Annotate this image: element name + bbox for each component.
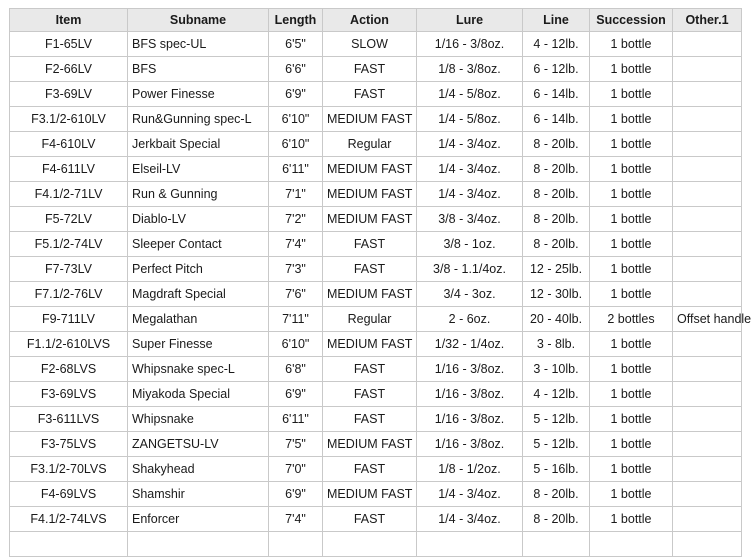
cell-length[interactable]: 6'9" [269,482,323,507]
cell-action[interactable]: FAST [323,57,417,82]
cell-action[interactable]: MEDIUM FAST [323,207,417,232]
cell-length[interactable]: 7'4" [269,232,323,257]
cell-item[interactable]: F1-65LV [10,32,128,57]
cell-length[interactable]: 7'5" [269,432,323,457]
cell-action[interactable]: FAST [323,357,417,382]
cell-item[interactable]: F4.1/2-71LV [10,182,128,207]
cell-length[interactable]: 6'10" [269,132,323,157]
header-other[interactable]: Other.1 [673,9,742,32]
cell-subname[interactable]: BFS [128,57,269,82]
cell-other[interactable] [673,457,742,482]
cell-item[interactable]: F4-610LV [10,132,128,157]
cell-length[interactable]: 6'10" [269,107,323,132]
table-row [10,532,742,557]
cell-other[interactable] [673,532,742,557]
cell-subname[interactable]: Sleeper Contact [128,232,269,257]
cell-line[interactable]: 8 - 20lb. [523,207,590,232]
cell-other[interactable] [673,207,742,232]
table-row [10,32,742,57]
cell-action[interactable]: MEDIUM FAST [323,482,417,507]
cell-lure[interactable]: 3/8 - 3/4oz. [417,207,523,232]
cell-subname[interactable]: Magdraft Special [128,282,269,307]
cell-length[interactable]: 7'0" [269,457,323,482]
cell-lure[interactable]: 1/4 - 3/4oz. [417,182,523,207]
cell-succession[interactable]: 1 bottle [590,407,673,432]
cell-lure[interactable]: 1/16 - 3/8oz. [417,432,523,457]
cell-action[interactable]: MEDIUM FAST [323,332,417,357]
cell-line[interactable]: 3 - 8lb. [523,332,590,357]
cell-length[interactable]: 6'11" [269,157,323,182]
cell-item[interactable]: F9-711LV [10,307,128,332]
cell-subname[interactable]: Shamshir [128,482,269,507]
cell-length[interactable]: 6'11" [269,407,323,432]
cell-other[interactable] [673,157,742,182]
cell-line[interactable]: 6 - 12lb. [523,57,590,82]
cell-lure[interactable]: 1/8 - 3/8oz. [417,57,523,82]
cell-other[interactable] [673,182,742,207]
table-row [10,82,742,107]
cell-length[interactable]: 6'10" [269,332,323,357]
cell-succession[interactable]: 1 bottle [590,207,673,232]
cell-succession[interactable]: 1 bottle [590,232,673,257]
cell-succession[interactable]: 1 bottle [590,132,673,157]
cell-action[interactable]: MEDIUM FAST [323,157,417,182]
header-action[interactable]: Action [323,9,417,32]
header-subname[interactable]: Subname [128,9,269,32]
cell-other[interactable] [673,407,742,432]
table-row [10,382,742,407]
cell-lure[interactable]: 1/4 - 3/4oz. [417,482,523,507]
cell-other[interactable] [673,357,742,382]
cell-action[interactable]: MEDIUM FAST [323,432,417,457]
cell-subname[interactable]: Shakyhead [128,457,269,482]
cell-line[interactable]: 8 - 20lb. [523,232,590,257]
cell-length[interactable]: 7'4" [269,507,323,532]
table-row [10,282,742,307]
cell-succession[interactable]: 1 bottle [590,332,673,357]
cell-item[interactable]: F5.1/2-74LV [10,232,128,257]
cell-subname[interactable]: Run&Gunning spec-L [128,107,269,132]
cell-succession[interactable]: 1 bottle [590,357,673,382]
cell-other[interactable] [673,482,742,507]
cell-lure[interactable]: 1/32 - 1/4oz. [417,332,523,357]
cell-subname[interactable]: Super Finesse [128,332,269,357]
cell-succession[interactable]: 1 bottle [590,32,673,57]
cell-other[interactable] [673,257,742,282]
cell-subname[interactable]: Power Finesse [128,82,269,107]
cell-subname[interactable]: Whipsnake spec-L [128,357,269,382]
cell-item[interactable]: F7-73LV [10,257,128,282]
cell-length[interactable]: 6'8" [269,357,323,382]
cell-line[interactable]: 6 - 14lb. [523,82,590,107]
cell-line[interactable]: 8 - 20lb. [523,182,590,207]
cell-subname[interactable] [128,532,269,557]
table-row [10,457,742,482]
cell-action[interactable]: MEDIUM FAST [323,182,417,207]
cell-item[interactable]: F4-69LVS [10,482,128,507]
cell-succession[interactable]: 1 bottle [590,82,673,107]
cell-action[interactable]: FAST [323,257,417,282]
cell-length[interactable]: 6'6" [269,57,323,82]
cell-subname[interactable]: Megalathan [128,307,269,332]
table-row [10,507,742,532]
table-row [10,357,742,382]
cell-item[interactable]: F3-611LVS [10,407,128,432]
cell-length[interactable]: 6'5" [269,32,323,57]
cell-item[interactable]: F3-75LVS [10,432,128,457]
table-row [10,232,742,257]
cell-line[interactable]: 3 - 10lb. [523,357,590,382]
cell-action[interactable]: SLOW [323,32,417,57]
cell-succession[interactable]: 1 bottle [590,432,673,457]
cell-lure[interactable] [417,532,523,557]
cell-length[interactable]: 7'6" [269,282,323,307]
cell-subname[interactable]: Miyakoda Special [128,382,269,407]
cell-lure[interactable]: 1/4 - 3/4oz. [417,157,523,182]
cell-item[interactable]: F2-68LVS [10,357,128,382]
table-row [10,307,742,332]
cell-line[interactable]: 5 - 16lb. [523,457,590,482]
cell-other[interactable] [673,32,742,57]
cell-action[interactable]: Regular [323,307,417,332]
cell-item[interactable]: F5-72LV [10,207,128,232]
cell-line[interactable]: 4 - 12lb. [523,32,590,57]
table-row [10,207,742,232]
cell-item[interactable]: F4-611LV [10,157,128,182]
cell-item[interactable]: F1.1/2-610LVS [10,332,128,357]
cell-other[interactable] [673,507,742,532]
cell-item[interactable]: F4.1/2-74LVS [10,507,128,532]
cell-action[interactable]: Regular [323,132,417,157]
cell-length[interactable]: 7'3" [269,257,323,282]
cell-line[interactable]: 20 - 40lb. [523,307,590,332]
cell-line[interactable]: 8 - 20lb. [523,482,590,507]
cell-length[interactable]: 6'9" [269,82,323,107]
cell-lure[interactable]: 1/16 - 3/8oz. [417,357,523,382]
cell-other[interactable] [673,232,742,257]
cell-length[interactable]: 7'11" [269,307,323,332]
cell-subname[interactable]: Run & Gunning [128,182,269,207]
cell-other[interactable] [673,107,742,132]
table-row [10,257,742,282]
cell-subname[interactable]: BFS spec-UL [128,32,269,57]
cell-other[interactable] [673,132,742,157]
cell-subname[interactable]: Enforcer [128,507,269,532]
cell-other[interactable] [673,282,742,307]
cell-succession[interactable]: 1 bottle [590,457,673,482]
cell-subname[interactable]: Whipsnake [128,407,269,432]
header-line[interactable]: Line [523,9,590,32]
cell-other[interactable] [673,82,742,107]
cell-lure[interactable]: 1/4 - 5/8oz. [417,107,523,132]
table-body [10,32,751,557]
header-lure[interactable]: Lure [417,9,523,32]
table-row [10,432,742,457]
cell-lure[interactable]: 1/16 - 3/8oz. [417,407,523,432]
cell-succession[interactable]: 1 bottle [590,382,673,407]
cell-action[interactable]: MEDIUM FAST [323,282,417,307]
cell-lure[interactable]: 1/16 - 3/8oz. [417,32,523,57]
cell-lure[interactable]: 3/8 - 1.1/4oz. [417,257,523,282]
cell-succession[interactable]: 1 bottle [590,57,673,82]
cell-length[interactable]: 7'1" [269,182,323,207]
table-row [10,332,742,357]
table-row [10,107,742,132]
cell-lure[interactable]: 1/8 - 1/2oz. [417,457,523,482]
cell-action[interactable]: FAST [323,232,417,257]
cell-other[interactable] [673,57,742,82]
cell-item[interactable]: F3-69LV [10,82,128,107]
cell-lure[interactable]: 1/16 - 3/8oz. [417,382,523,407]
cell-line[interactable]: 5 - 12lb. [523,407,590,432]
spec-table [9,8,751,557]
cell-line[interactable]: 8 - 20lb. [523,507,590,532]
cell-line[interactable]: 8 - 20lb. [523,132,590,157]
cell-line[interactable]: 5 - 12lb. [523,432,590,457]
cell-succession[interactable]: 1 bottle [590,182,673,207]
cell-item[interactable]: F3.1/2-70LVS [10,457,128,482]
cell-lure[interactable]: 1/4 - 5/8oz. [417,82,523,107]
cell-line[interactable]: 8 - 20lb. [523,157,590,182]
table-row [10,407,742,432]
cell-item[interactable]: F7.1/2-76LV [10,282,128,307]
cell-action[interactable]: FAST [323,507,417,532]
cell-other[interactable] [673,432,742,457]
cell-action[interactable]: FAST [323,382,417,407]
cell-item[interactable]: F2-66LV [10,57,128,82]
header-succession[interactable]: Succession [590,9,673,32]
cell-subname[interactable]: Diablo-LV [128,207,269,232]
cell-other[interactable] [673,382,742,407]
cell-line[interactable]: 6 - 14lb. [523,107,590,132]
cell-length[interactable]: 6'9" [269,382,323,407]
cell-action[interactable]: MEDIUM FAST [323,107,417,132]
cell-action[interactable] [323,532,417,557]
cell-lure[interactable]: 3/8 - 1oz. [417,232,523,257]
cell-succession[interactable]: 1 bottle [590,482,673,507]
cell-succession[interactable]: 1 bottle [590,107,673,132]
table-row [10,157,742,182]
cell-item[interactable] [10,532,128,557]
cell-other[interactable]: Offset handle [673,307,742,332]
cell-line[interactable] [523,532,590,557]
cell-subname[interactable]: Jerkbait Special [128,132,269,157]
header-row [10,9,742,32]
cell-succession[interactable]: 1 bottle [590,257,673,282]
cell-lure[interactable]: 2 - 6oz. [417,307,523,332]
cell-line[interactable]: 4 - 12lb. [523,382,590,407]
table-row [10,482,742,507]
table-row [10,132,742,157]
cell-line[interactable]: 12 - 25lb. [523,257,590,282]
cell-succession[interactable] [590,532,673,557]
cell-succession[interactable]: 1 bottle [590,507,673,532]
cell-succession[interactable]: 2 bottles [590,307,673,332]
header-length[interactable]: Length [269,9,323,32]
cell-other[interactable] [673,332,742,357]
cell-item[interactable]: F3.1/2-610LV [10,107,128,132]
cell-line[interactable]: 12 - 30lb. [523,282,590,307]
cell-succession[interactable]: 1 bottle [590,282,673,307]
table-row [10,182,742,207]
cell-action[interactable]: FAST [323,457,417,482]
cell-lure[interactable]: 1/4 - 3/4oz. [417,507,523,532]
cell-item[interactable]: F3-69LVS [10,382,128,407]
cell-succession[interactable]: 1 bottle [590,157,673,182]
cell-lure[interactable]: 3/4 - 3oz. [417,282,523,307]
cell-lure[interactable]: 1/4 - 3/4oz. [417,132,523,157]
table-row [10,57,742,82]
cell-action[interactable]: FAST [323,82,417,107]
cell-length[interactable] [269,532,323,557]
cell-length[interactable]: 7'2" [269,207,323,232]
cell-subname[interactable]: Perfect Pitch [128,257,269,282]
header-item[interactable]: Item [10,9,128,32]
cell-subname[interactable]: Elseil-LV [128,157,269,182]
cell-action[interactable]: FAST [323,407,417,432]
cell-subname[interactable]: ZANGETSU-LV [128,432,269,457]
